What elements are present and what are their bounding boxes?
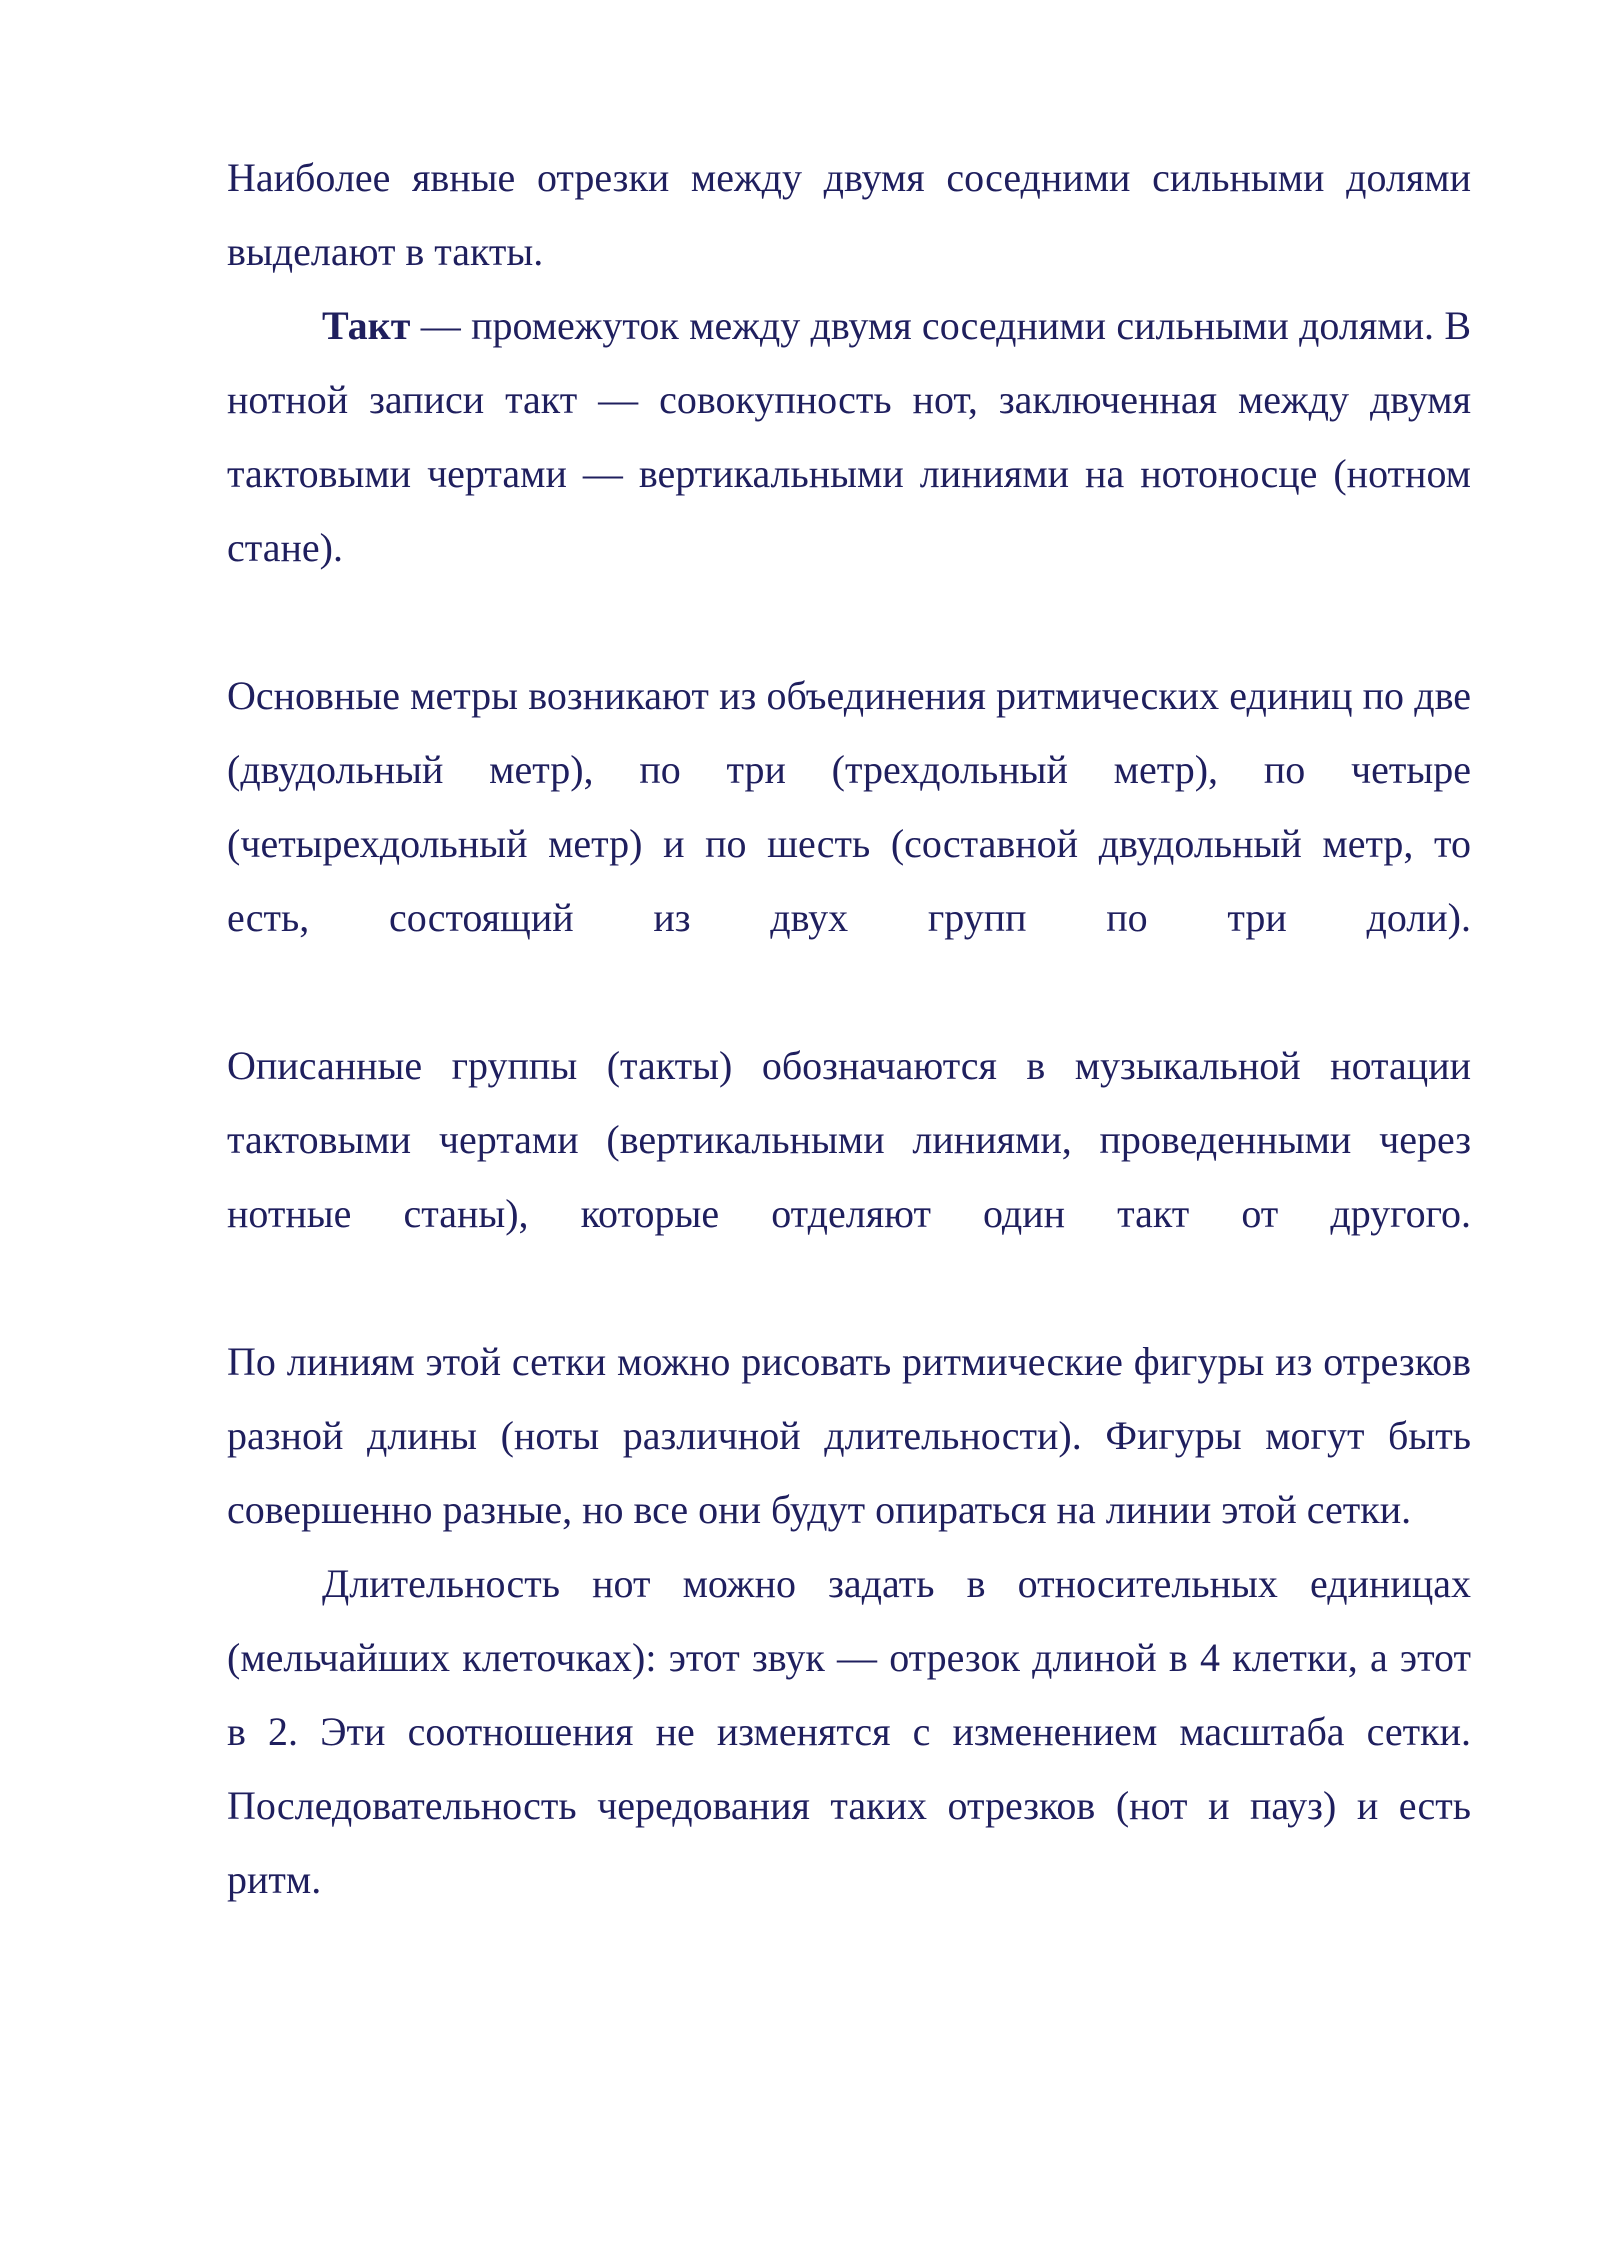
bar-definition-text: — промежуток между двумя соседними сильными долями. В нотной записи такт — совокупность нот, заключенная между двумя тактовыми чертами — вертикальными линиями на нотоносце (нотном стане). (227, 303, 1471, 570)
body-text (227, 141, 1471, 1917)
paragraph-gap (227, 1251, 1471, 1325)
paragraph-strong-beats: Наиболее явные отрезки между двумя соседними сильными долями выделают в такты. (227, 155, 1471, 274)
paragraph-durations: Длительность нот можно задать в относительных единицах (мельчайших клеточках): этот звук — отрезок длиной в 4 клетки, а этот в 2. Эти соотношения не изменятся с изменением масштаба сетки. Последовательность чередования таких отрезков (нот и пауз) и есть ритм. (227, 1561, 1471, 1902)
term-takt: Такт (322, 303, 411, 348)
paragraph-gap (227, 585, 1471, 659)
paragraph-rhythm-grid: По линиям этой сетки можно рисовать ритмические фигуры из отрезков разной длины (ноты различной длительности). Фигуры могут быть совершенно разные, но все они будут опираться на линии этой сетки. (227, 1339, 1471, 1532)
paragraph-bar-definition (227, 289, 1471, 585)
paragraph-bar-lines: Описанные группы (такты) обозначаются в музыкальной нотации тактовыми чертами (вертикальными линиями, проведенными через нотные станы), которые отделяют один такт от другого. (227, 1043, 1471, 1236)
paragraph-gap (227, 955, 1471, 1029)
paragraph-meters: Основные метры возникают из объединения ритмических единиц по две (двудольный метр), по три (трехдольный метр), по четыре (четырехдольный метр) и по шесть (составной двудольный метр, то есть, состоящий из двух групп по три доли). (227, 673, 1471, 940)
